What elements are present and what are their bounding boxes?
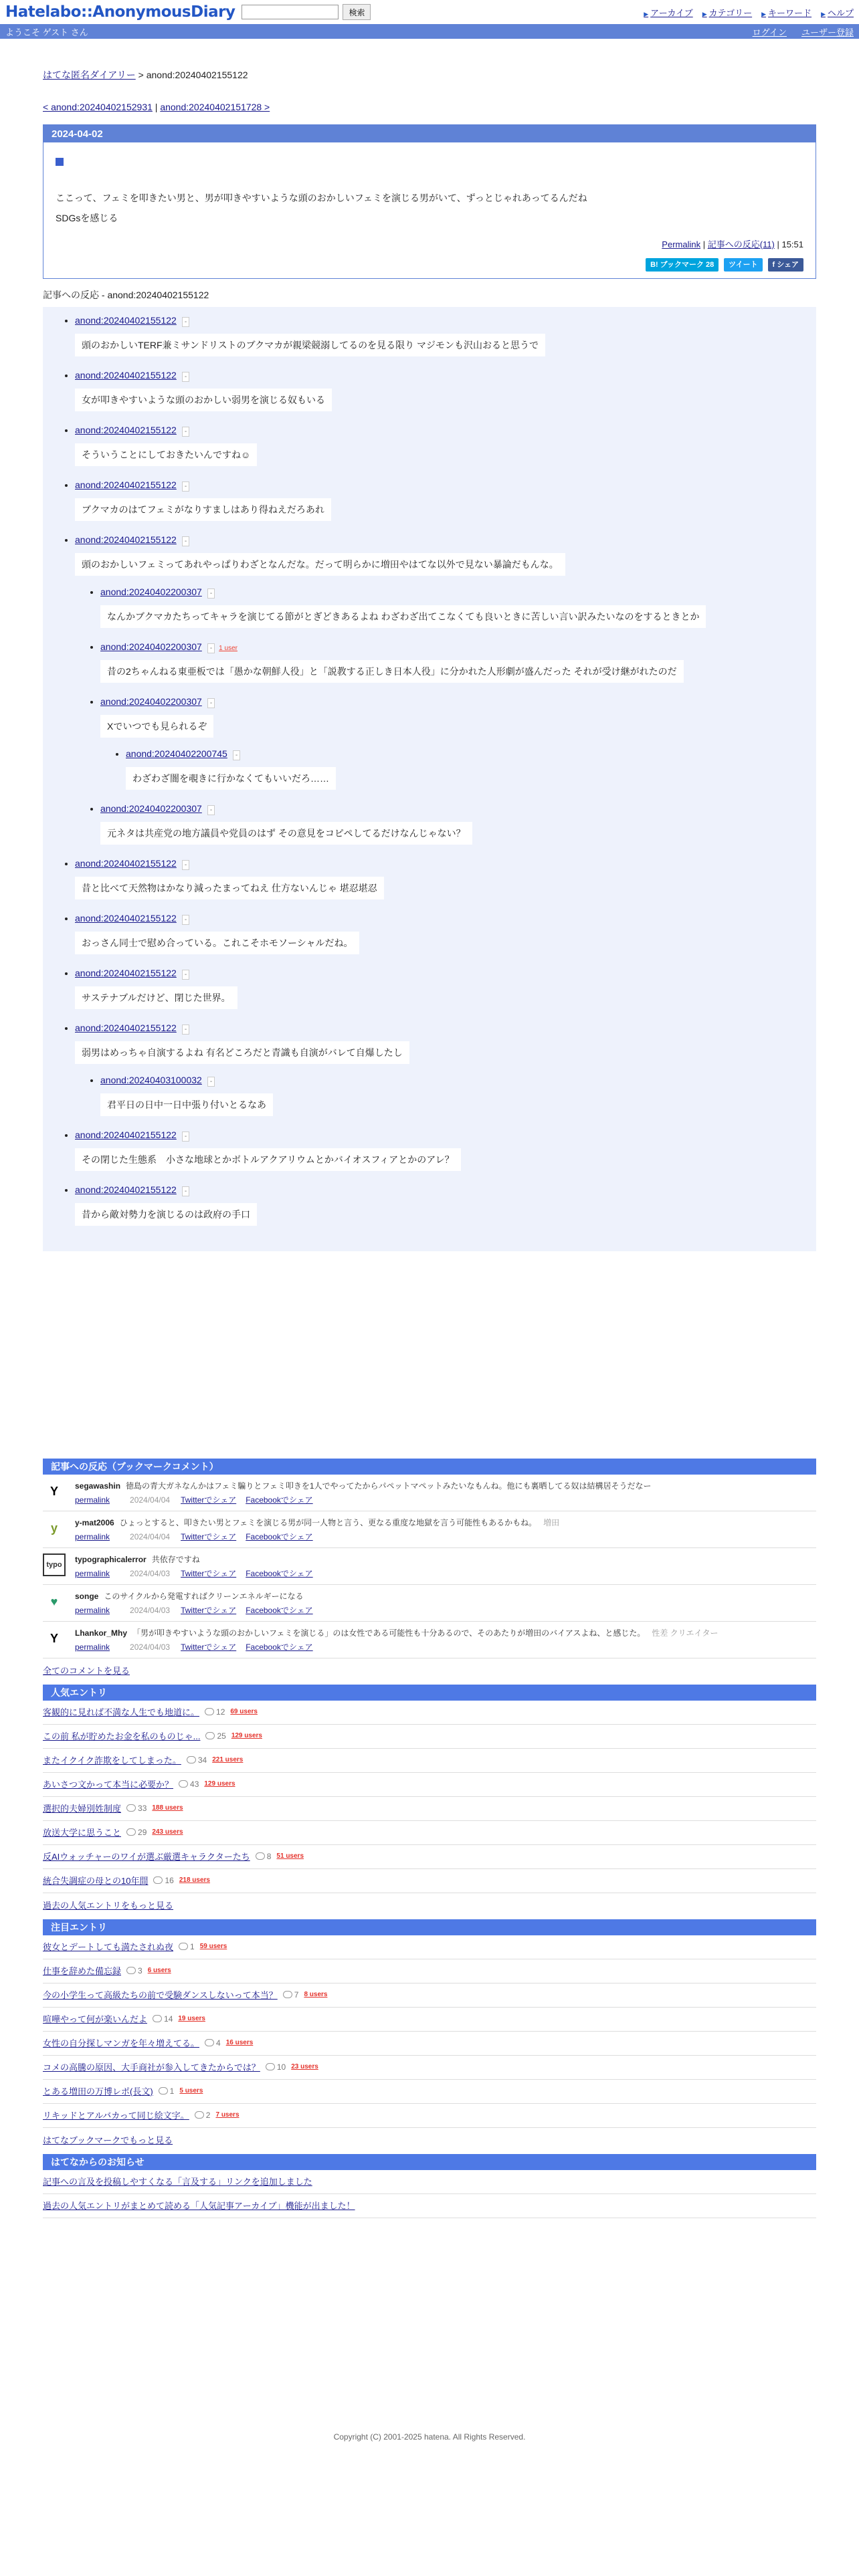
comment-count-value: 7 [294, 1990, 299, 2000]
entry-row [43, 1701, 816, 1725]
entry-row [43, 2080, 816, 2104]
bookmark-comment [43, 1511, 816, 1548]
facebook-share-link[interactable]: Facebookでシェア [246, 1532, 313, 1541]
entry-title-link[interactable]: 彼女とデートしても満たされぬ夜 [43, 1942, 174, 1952]
bookmark-comment-body [75, 1553, 322, 1579]
entry-body [56, 188, 803, 228]
entry-time: | 15:51 [774, 239, 803, 249]
site-logo[interactable]: Hatelabo::AnonymousDiary [5, 3, 235, 21]
comment-count[interactable] [153, 1876, 173, 1885]
bookmark-users[interactable]: 188 users [152, 1804, 183, 1812]
comment-icon [153, 1876, 163, 1884]
entry-row [43, 1773, 816, 1797]
bookmark-comment [43, 1475, 816, 1511]
bookmark-comment-text: ひょっとすると、叩きたい男とフェミを演じる男が同一人物と言う、更なる重度な地獄を言う可能性もあるかもね。 [119, 1518, 537, 1527]
notice-link[interactable]: 過去の人気エントリがまとめて読める「人気記事アーカイブ」機能が出ました！ [43, 2201, 355, 2211]
reaction-dash-button[interactable]: - [207, 1077, 215, 1087]
reaction-item [75, 858, 816, 899]
reaction-list [50, 315, 816, 1226]
reaction-title-link[interactable]: anond:20240402155122 [75, 968, 177, 978]
entry-row [43, 1797, 816, 1821]
share-buttons [56, 258, 803, 272]
comment-icon [153, 2015, 162, 2022]
entry-row [43, 2104, 816, 2128]
reaction-list [75, 1075, 816, 1116]
bookmark-permalink[interactable]: permalink [75, 1569, 110, 1578]
entry-meta: Permalink | 記事への反応(11) | 15:51 [662, 239, 803, 249]
reaction-list [100, 748, 816, 790]
reaction-text: Xでいつでも見られるぞ [100, 715, 213, 738]
reaction-title-link[interactable]: anond:20240402200307 [100, 641, 202, 652]
tweet-button[interactable]: ツイート [724, 258, 762, 272]
bookmark-users[interactable]: 5 users [179, 2087, 203, 2095]
bookmark-users[interactable]: 129 users [204, 1780, 235, 1788]
reaction-tree [43, 307, 816, 1251]
entry-title-link[interactable]: 喧嘩やって何が楽いんだよ [43, 2014, 148, 2024]
bookmark-comment-meta [75, 1531, 559, 1542]
twitter-share-link[interactable]: Twitterでシェア [181, 1495, 237, 1505]
search-input[interactable] [242, 5, 339, 19]
entry-title-link[interactable]: この前 私が貯めたお金を私のものじゃ... [43, 1731, 201, 1741]
reaction-item [75, 1184, 816, 1226]
reaction-dash-button[interactable]: - [182, 427, 189, 437]
popular-entry-list [43, 1701, 816, 1893]
comment-count-value: 8 [266, 1851, 272, 1861]
bookmark-users[interactable]: 59 users [199, 1943, 227, 1950]
bookmark-comment-text: 「男が叩きやすいような頭のおかしいフェミを演じる」のは女性である可能性も十分あるので、そのあたりが増田のバイアスよね、と感じた。 [132, 1628, 646, 1638]
entry-row [43, 1725, 816, 1749]
nav-help[interactable]: ▶ ヘルプ [821, 6, 854, 19]
reaction-link[interactable]: 記事への反応(11) [707, 239, 775, 249]
entry-date: 2024-04-02 [43, 125, 816, 142]
comment-count-value: 4 [216, 2038, 221, 2048]
bookmark-user[interactable]: y-mat2006 [75, 1518, 114, 1527]
comment-icon [205, 1732, 215, 1739]
reaction-text: ブクマカのはてフェミがなりすましはあり得ねえだろあれ [75, 498, 331, 521]
bookmark-users[interactable]: 221 users [212, 1756, 244, 1763]
comment-icon [126, 1804, 136, 1812]
entry-title-link[interactable]: コメの高騰の原因、大手商社が参入してきたからでは？ [43, 2062, 260, 2072]
reaction-text: 元ネタは共産党の地方議員や党員のはず その意見をコピペしてるだけなんじゃない？ [100, 822, 472, 845]
top-header [0, 0, 859, 24]
reaction-text: 昔の2ちゃんねる東亜板では「愚かな朝鮮人役」と「説教する正しき日本人役」に分かれた人形劇が盛んだった それが受け継がれたのだ [100, 660, 684, 683]
comment-count-value: 29 [138, 1827, 147, 1837]
bookmark-comment-body [75, 1517, 559, 1542]
entry-row [43, 2008, 816, 2032]
facebook-share-link[interactable]: Facebookでシェア [246, 1606, 313, 1615]
bookmark-date: 2024/04/03 [130, 1642, 171, 1652]
comment-count[interactable] [159, 2086, 175, 2096]
reaction-item [75, 425, 816, 466]
reaction-title-link[interactable]: anond:20240402155122 [75, 1184, 177, 1195]
hot-more-link[interactable]: はてなブックマークでもっと見る [43, 2135, 173, 2145]
entry-title-link[interactable]: とある増田の万博レポ(長文) [43, 2086, 153, 2097]
reaction-text: 頭のおかしいフェミってあれやっぱりわざとなんだな。だって明らかに増田やはてな以外で見ない暴論だもんな。 [75, 553, 565, 576]
entry-row [43, 1869, 816, 1893]
reaction-item [75, 1130, 816, 1171]
bookmark-comment-list [43, 1475, 816, 1658]
reaction-dash-button[interactable]: - [207, 805, 215, 815]
bookmark-permalink[interactable]: permalink [75, 1642, 110, 1652]
reaction-text: 女が叩きやすいような頭のおかしい弱男を演じる奴もいる [75, 389, 332, 411]
reaction-item [75, 315, 816, 356]
bookmark-comment-text: このサイクルから発電すればクリーンエネルギーになる [104, 1592, 304, 1601]
comment-count[interactable] [126, 1804, 147, 1813]
entry-row [43, 1959, 816, 1983]
next-entry-link[interactable]: anond:20240402151728 > [160, 102, 270, 112]
bookmark-user[interactable]: Lhankor_Mhy [75, 1628, 128, 1638]
register-link[interactable]: ユーザー登録 [801, 27, 854, 37]
comment-count[interactable] [195, 2111, 211, 2120]
breadcrumb [43, 68, 816, 82]
comment-count-value: 2 [205, 2110, 211, 2120]
bookmark-users[interactable]: 6 users [147, 1967, 171, 1974]
comment-count-value: 25 [217, 1731, 226, 1741]
entry-title-link[interactable]: 放送大学に思うこと [43, 1828, 122, 1838]
comment-count[interactable] [187, 1755, 207, 1765]
bookmark-user[interactable]: segawashin [75, 1481, 121, 1491]
reaction-dash-button[interactable]: - [182, 372, 189, 382]
reaction-title-link[interactable]: anond:20240402155122 [75, 370, 177, 381]
reaction-dash-button[interactable]: - [233, 750, 240, 760]
twitter-share-link[interactable]: Twitterでシェア [181, 1569, 237, 1578]
comment-icon [187, 1756, 196, 1763]
bookmark-users[interactable]: 16 users [225, 2039, 254, 2046]
comment-count[interactable] [179, 1780, 199, 1789]
bookmark-tag[interactable]: 増田 [543, 1518, 560, 1527]
bookmark-comment-line [75, 1517, 559, 1528]
facebook-share-link[interactable]: Facebookでシェア [246, 1642, 313, 1652]
avatar[interactable]: typo [43, 1553, 66, 1576]
twitter-share-link[interactable]: Twitterでシェア [181, 1642, 237, 1652]
comment-count-value: 34 [197, 1755, 207, 1765]
entry-title-link[interactable]: あいさつ文かって本当に必要か？ [43, 1780, 174, 1790]
reaction-dash-button[interactable]: - [182, 481, 189, 492]
reaction-title-link[interactable]: anond:20240402200307 [100, 696, 202, 707]
bookmark-comment [43, 1622, 816, 1658]
reaction-title-link[interactable]: anond:20240402155122 [75, 315, 177, 326]
breadcrumb-root[interactable]: はてな匿名ダイアリー [43, 70, 136, 80]
bookmark-users[interactable]: 8 users [304, 1991, 328, 1998]
comment-icon [179, 1943, 188, 1950]
reaction-dash-button[interactable]: - [182, 1025, 189, 1035]
nav-category[interactable]: ▶ カテゴリー [702, 6, 752, 19]
entry-title-link[interactable]: 統合失調症の母との10年間 [43, 1876, 149, 1886]
bookmark-users[interactable]: 243 users [152, 1828, 183, 1836]
bookmark-comment-meta [75, 1494, 652, 1505]
comment-icon [256, 1852, 265, 1860]
bookmark-comment-text: 徳島の青大ガネなんかはフェミ騙りとフェミ叩きを1人でやってたからパペットマペットみたいなもんね。他にも裏晒してる奴は結構居そうだなー [126, 1481, 652, 1491]
facebook-share-button[interactable]: f シェア [768, 258, 804, 272]
entry-title-link[interactable]: 選択的夫婦別姓制度 [43, 1804, 122, 1814]
bookmark-comment-text: 共依存ですね [151, 1555, 200, 1564]
entry-title-link[interactable]: 仕事を辞めた備忘録 [43, 1966, 122, 1976]
entry-title-link[interactable]: 反AIウォッチャーのワイが選ぶ厳選キャラクターたち [43, 1852, 250, 1862]
reaction-title-link[interactable]: anond:20240402155122 [75, 479, 177, 490]
entry-title-link[interactable]: 女性の自分探しマンガを年々増えてる。 [43, 2038, 200, 2048]
comment-count[interactable] [266, 2062, 286, 2072]
bookmark-comment-line [75, 1627, 718, 1638]
reaction-item [100, 696, 816, 790]
bookmark-comment-meta [75, 1568, 322, 1579]
reaction-item [100, 1075, 816, 1116]
bookmark-comment-body [75, 1480, 652, 1505]
reaction-dash-button[interactable]: - [182, 860, 189, 870]
comment-count[interactable] [126, 1966, 142, 1975]
bookmark-comments-heading: 記事への反応（ブックマークコメント） [43, 1459, 816, 1475]
welcome-text: ようこそ ゲスト さん [5, 27, 88, 37]
comment-count[interactable] [283, 1990, 299, 2000]
diary-entry [43, 124, 816, 279]
all-comments-link[interactable]: 全てのコメントを見る [43, 1666, 130, 1676]
reaction-item [75, 479, 816, 521]
comment-icon [283, 1991, 292, 1998]
reaction-list [75, 586, 816, 845]
reaction-item [75, 1023, 816, 1116]
entry-row [43, 1935, 816, 1959]
reaction-dash-button[interactable]: - [207, 588, 215, 599]
reaction-dash-button[interactable]: - [182, 536, 189, 546]
bookmark-comment-meta [75, 1604, 322, 1616]
popular-entries-heading: 人気エントリ [43, 1685, 816, 1701]
bookmark-comment-line [75, 1553, 322, 1565]
avatar[interactable]: y [50, 1521, 58, 1535]
reactions-heading: 記事への反応 - anond:20240402155122 [43, 290, 209, 300]
bookmark-users[interactable]: 69 users [230, 1708, 258, 1715]
bookmark-users[interactable]: 7 users [215, 2111, 240, 2119]
reaction-bookmark-count[interactable]: 1 user [219, 645, 237, 652]
bookmark-comment-body [75, 1627, 718, 1652]
reaction-title-link[interactable]: anond:20240402155122 [75, 534, 177, 545]
reaction-item [75, 370, 816, 411]
bookmark-user[interactable]: songe [75, 1592, 99, 1601]
notice-link[interactable]: 記事への言及を投稿しやすくなる「言及する」リンクを追加しました [43, 2177, 312, 2187]
bookmark-comment-meta [75, 1641, 718, 1652]
comment-count-value: 16 [165, 1875, 174, 1885]
reaction-title-link[interactable]: anond:20240402155122 [75, 1130, 177, 1140]
breadcrumb-sep: > [135, 70, 147, 80]
bookmark-users[interactable]: 129 users [231, 1732, 262, 1739]
entry-row [43, 1749, 816, 1773]
breadcrumb-current: anond:20240402155122 [146, 70, 248, 80]
reaction-text: なんかブクマカたちってキャラを演じてる節がとぎどきあるよね わざわざ出てこなくても良いときに苦しい言い訳みたいなのをするときとか [100, 605, 706, 628]
reaction-title-link[interactable]: anond:20240402200307 [100, 803, 202, 814]
reaction-dash-button[interactable]: - [182, 1186, 189, 1196]
comment-count-value: 1 [190, 1941, 195, 1951]
reaction-text: 弱男はめっちゃ自演するよね 有名どころだと青識も自演がバレて自爆したし [75, 1041, 409, 1064]
footer-copyright: Copyright (C) 2001-2025 hatena. All Rights Reserved. [333, 2432, 526, 2442]
bookmark-comment [43, 1548, 816, 1585]
hot-entries-heading: 注目エントリ [43, 1919, 816, 1935]
bookmark-date: 2024/04/04 [130, 1495, 171, 1505]
reaction-item [100, 641, 816, 683]
bookmark-users[interactable]: 19 users [178, 2015, 205, 2022]
bookmark-date: 2024/04/03 [130, 1569, 171, 1578]
comment-icon [126, 1967, 136, 1974]
entry-row [43, 2032, 816, 2056]
user-bar [0, 24, 859, 39]
comment-icon [159, 2087, 168, 2095]
bookmark-users[interactable]: 51 users [276, 1852, 304, 1860]
reaction-text: サステナブルだけど、閉じた世界。 [75, 986, 237, 1009]
entry-row [43, 2056, 816, 2080]
bookmark-users[interactable]: 23 users [291, 2063, 318, 2070]
comment-count-value: 10 [276, 2062, 286, 2072]
hot-entry-list [43, 1935, 816, 2128]
bookmark-comment-line [75, 1590, 322, 1602]
reaction-dash-button[interactable]: - [182, 317, 189, 327]
reaction-dash-button[interactable]: - [207, 698, 215, 708]
avatar[interactable]: ♥ [50, 1594, 58, 1608]
reaction-item [75, 534, 816, 845]
entry-line: ここって、フェミを叩きたい男と、男が叩きやすいような頭のおかしいフェミを演じる男がいて、ずっとじゃれあってるんだね [56, 193, 587, 203]
top-nav [644, 6, 854, 19]
reaction-dash-button[interactable]: - [182, 915, 189, 925]
reaction-text: わざわざ闇を覗きに行かなくてもいいだろ…… [126, 767, 336, 790]
bookmark-permalink[interactable]: permalink [75, 1606, 110, 1615]
entry-anchor-icon[interactable] [56, 158, 64, 166]
comment-icon [126, 1828, 136, 1836]
avatar[interactable]: Y [50, 1631, 58, 1645]
bookmark-comment-body [75, 1590, 322, 1616]
twitter-share-link[interactable]: Twitterでシェア [181, 1532, 237, 1541]
reaction-text: 昔から敵対勢力を演じるのは政府の手口 [75, 1203, 257, 1226]
entry-title-link[interactable]: またイクイク詐欺をしてしまった。 [43, 1755, 181, 1765]
comment-count[interactable] [126, 1828, 147, 1837]
reaction-dash-button[interactable]: - [182, 970, 189, 980]
notice-heading: はてなからのお知らせ [43, 2154, 816, 2170]
bookmark-comment [43, 1585, 816, 1622]
comment-count[interactable] [153, 2014, 173, 2024]
reaction-text: その閉じた生態系 小さな地球とかボトルアクアリウムとかバイオスフィアとかのアレ？ [75, 1148, 461, 1171]
facebook-share-link[interactable]: Facebookでシェア [246, 1495, 313, 1505]
entry-row [43, 1983, 816, 2008]
bookmark-permalink[interactable]: permalink [75, 1495, 110, 1505]
comment-count[interactable] [205, 1731, 225, 1741]
comment-count-value: 14 [164, 2014, 173, 2024]
entry-title-link[interactable]: 客観的に見れば不満な人生でも地道に。 [43, 1707, 200, 1717]
entry-title-link[interactable]: 今の小学生って高級たちの前で受験ダンスしないって本当？ [43, 1990, 278, 2000]
bookmark-tag[interactable]: 性差 クリエイター [652, 1628, 719, 1638]
comment-count[interactable] [256, 1852, 272, 1861]
comment-count-value: 43 [190, 1779, 199, 1789]
nav-archive[interactable]: ▶ アーカイブ [644, 6, 693, 19]
prev-next-nav [43, 102, 816, 112]
bookmark-permalink[interactable]: permalink [75, 1532, 110, 1541]
reaction-item [100, 586, 816, 628]
comment-icon [205, 2039, 214, 2046]
comment-icon [205, 1708, 214, 1715]
reaction-text: 昔と比べて天然物はかなり減ったまってねえ 仕方ないんじゃ 堪忍堪忍 [75, 877, 384, 899]
twitter-share-link[interactable]: Twitterでシェア [181, 1606, 237, 1615]
comment-count-value: 12 [216, 1707, 225, 1717]
bookmark-date: 2024/04/04 [130, 1532, 171, 1541]
bookmark-date: 2024/04/03 [130, 1606, 171, 1615]
reaction-item [126, 748, 816, 790]
reaction-text: 君平日の日中一日中張り付いとるなあ [100, 1093, 273, 1116]
comment-count-value: 1 [169, 2086, 175, 2096]
permalink[interactable]: Permalink [662, 239, 701, 249]
prevnext-sep: | [152, 102, 161, 112]
main-content [43, 68, 816, 2442]
reaction-title-link[interactable]: anond:20240402155122 [75, 913, 177, 924]
reaction-title-link[interactable]: anond:20240402155122 [75, 858, 177, 869]
comment-count[interactable] [179, 1942, 195, 1951]
facebook-share-link[interactable]: Facebookでシェア [246, 1569, 313, 1578]
entry-row [43, 1845, 816, 1869]
reaction-title-link[interactable]: anond:20240403100032 [100, 1075, 202, 1085]
reaction-text: 頭のおかしいTERF兼ミサンドリストのブクマカが親梁競溺してるのを見る限り マジモンも沢山おると思うで [75, 334, 545, 356]
comment-icon [266, 2063, 275, 2070]
reaction-item [75, 913, 816, 954]
comment-count[interactable] [205, 2038, 221, 2048]
reaction-item [100, 803, 816, 845]
reaction-item [75, 968, 816, 1009]
reaction-text: そういうことにしておきたいんですね☺ [75, 443, 257, 466]
entry-title-link[interactable]: リキッドとアルバカって同じ絵文字。 [43, 2111, 189, 2121]
bookmark-comment-line [75, 1480, 652, 1491]
reaction-title-link[interactable]: anond:20240402155122 [75, 1023, 177, 1033]
entry-row [43, 1821, 816, 1845]
reaction-dash-button[interactable]: - [207, 643, 215, 653]
popular-more-link[interactable]: 過去の人気エントリをもっと見る [43, 1901, 174, 1911]
search-button[interactable]: 検索 [343, 4, 371, 20]
reaction-title-link[interactable]: anond:20240402200307 [100, 586, 202, 597]
comment-icon [195, 2111, 204, 2119]
entry-line: SDGsを感じる [56, 213, 118, 223]
avatar[interactable]: Y [50, 1484, 58, 1498]
reaction-title-link[interactable]: anond:20240402155122 [75, 425, 177, 435]
reaction-text: おっさん同士で慰め合っている。これこそホモソーシャルだね。 [75, 932, 359, 954]
comment-icon [179, 1780, 188, 1788]
comment-count[interactable] [205, 1707, 225, 1717]
nav-keyword[interactable]: ▶ キーワード [761, 6, 812, 19]
prev-entry-link[interactable]: < anond:20240402152931 [43, 102, 153, 112]
comment-count-value: 3 [138, 1965, 142, 1975]
login-link[interactable]: ログイン [752, 27, 787, 37]
bookmark-users[interactable]: 218 users [179, 1876, 210, 1884]
hatena-bookmark-button[interactable]: B! ブックマーク 28 [646, 258, 719, 272]
reaction-dash-button[interactable]: - [182, 1132, 189, 1142]
bookmark-user[interactable]: typographicalerror [75, 1555, 147, 1564]
reaction-title-link[interactable]: anond:20240402200745 [126, 748, 227, 759]
comment-count-value: 33 [138, 1803, 147, 1813]
